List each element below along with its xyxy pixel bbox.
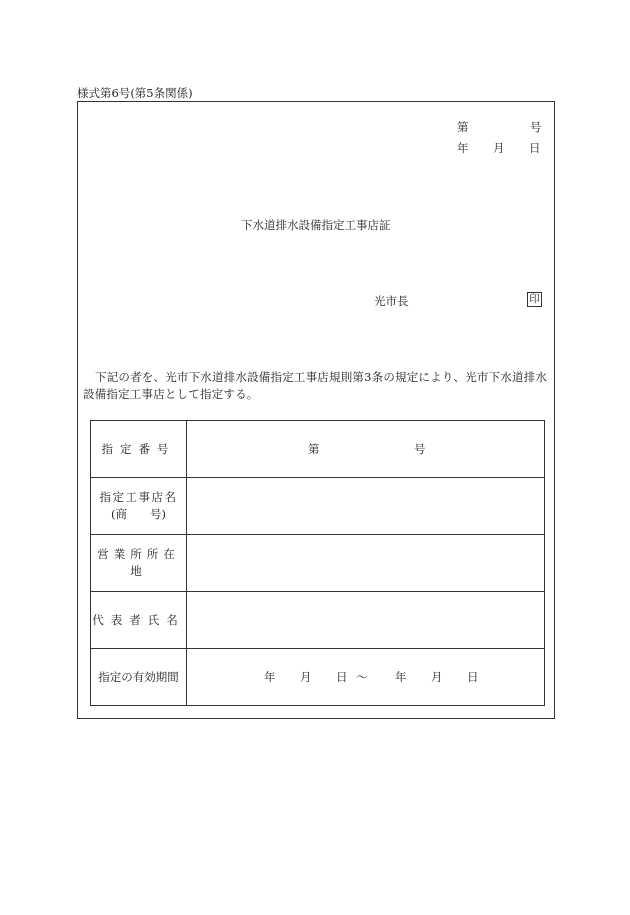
table-row xyxy=(91,478,545,535)
office-address-value xyxy=(187,535,545,592)
number-go: 号 xyxy=(530,120,542,134)
trade-name-label: (商 号) xyxy=(111,507,166,521)
table-row xyxy=(91,592,545,649)
representative-label: 代表者氏名 xyxy=(92,612,185,627)
designation-dai: 第 xyxy=(308,442,320,456)
representative-value xyxy=(187,592,545,649)
row-label-representative xyxy=(91,592,187,649)
validity-to-year: 年 xyxy=(395,670,407,684)
validity-from-day: 日 xyxy=(336,670,348,684)
number-dai: 第 xyxy=(457,120,469,134)
date-month: 月 xyxy=(493,141,505,155)
validity-period-label: 指定の有効期間 xyxy=(98,669,179,684)
body-text: 下記の者を、光市下水道排水設備指定工事店規則第3条の規定により、光市下水道排水設備指定工事店として指定する。 xyxy=(83,370,548,401)
document-title: 下水道排水設備指定工事店証 xyxy=(241,218,391,232)
designation-go: 号 xyxy=(414,442,426,456)
row-label-validity-period xyxy=(91,649,187,706)
designation-number-value xyxy=(187,421,545,478)
validity-from-month: 月 xyxy=(300,670,312,684)
info-table xyxy=(90,420,545,706)
validity-tilde: ～ xyxy=(356,670,368,684)
date-year: 年 xyxy=(457,141,469,155)
store-name-value xyxy=(187,478,545,535)
row-label-office-address xyxy=(91,535,187,592)
designation-number-label: 指定番号 xyxy=(101,441,176,456)
validity-to-month: 月 xyxy=(431,670,443,684)
seal-mark: 印 xyxy=(527,292,542,307)
form-number-label: 様式第6号(第5条関係) xyxy=(77,86,193,100)
issuer-name: 光市長 xyxy=(374,294,409,308)
table-row xyxy=(91,421,545,478)
store-name-label: 指定工事店名 xyxy=(99,490,178,504)
office-address-label: 営業所所在地 xyxy=(97,547,180,578)
validity-period-value xyxy=(187,649,545,706)
validity-from-year: 年 xyxy=(264,670,276,684)
date-day: 日 xyxy=(529,141,541,155)
row-label-store-name xyxy=(91,478,187,535)
validity-to-day: 日 xyxy=(467,670,479,684)
table-row xyxy=(91,649,545,706)
table-row xyxy=(91,535,545,592)
row-label-designation-number xyxy=(91,421,187,478)
